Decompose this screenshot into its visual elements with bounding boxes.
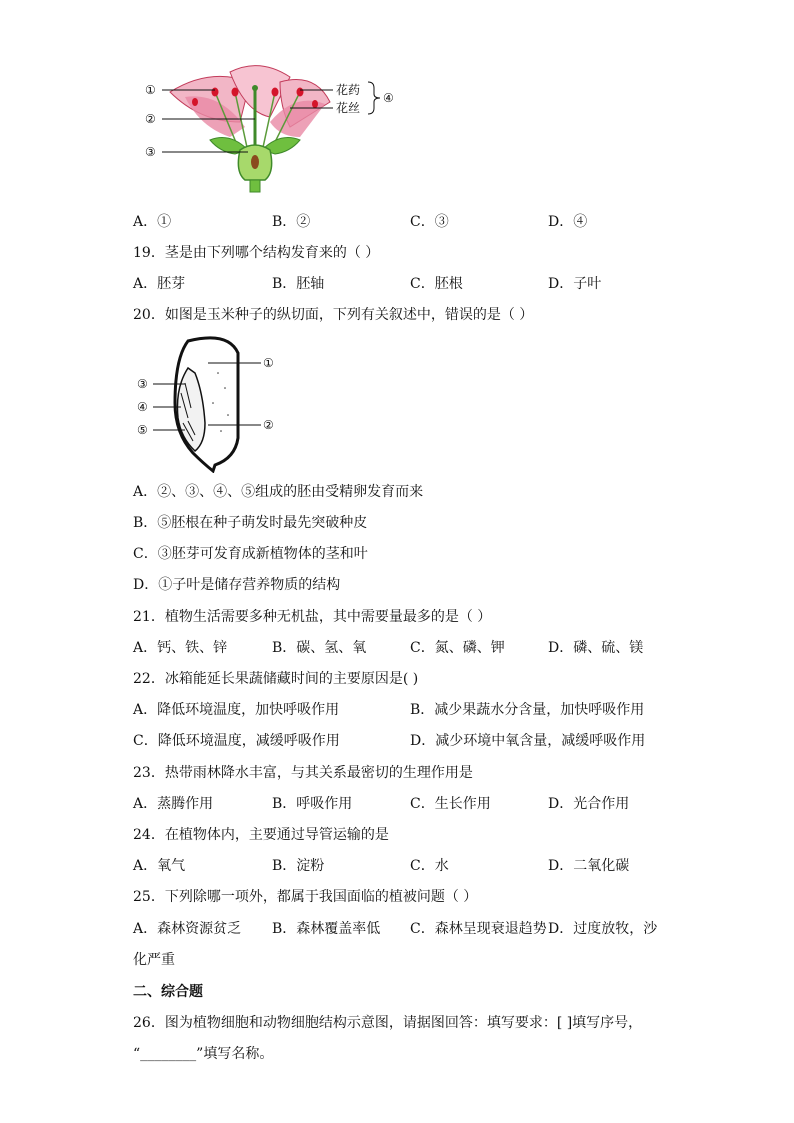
q21-option-d[interactable]: D．磷、硫、镁 [548,640,644,656]
q19-stem: 19．茎是由下列哪个结构发育来的（ ） [133,245,380,261]
q20-stem: 20．如图是玉米种子的纵切面，下列有关叙述中，错误的是（ ） [133,307,534,323]
q21-option-a[interactable]: A．钙、铁、锌 [133,640,228,656]
q18-option-b[interactable]: B．② [272,214,311,230]
q18-option-a[interactable]: A．① [133,214,172,230]
flower-diagram [140,62,400,197]
q25-option-d-continuation: 化严重 [133,952,175,968]
q26-line-1: 26．图为植物细胞和动物细胞结构示意图，请据图回答：填写要求：[ ]填写序号， [133,1015,643,1031]
q24-stem: 24．在植物体内，主要通过导管运输的是 [133,827,389,843]
q23-option-c[interactable]: C．生长作用 [410,796,491,812]
filament-label: 花丝 [336,101,361,115]
q23-stem: 23．热带雨林降水丰富，与其关系最密切的生理作用是 [133,765,473,781]
q19-option-d[interactable]: D．子叶 [548,276,602,292]
seed-label-2: ② [263,418,274,432]
q25-option-a[interactable]: A．森林资源贫乏 [133,921,242,937]
q19-option-a[interactable]: A．胚芽 [133,276,186,292]
q19-option-b[interactable]: B．胚轴 [272,276,325,292]
q22-option-d[interactable]: D．减少环境中氧含量，减缓呼吸作用 [410,733,646,749]
seed-label-3: ③ [137,377,148,391]
anther-label: 花药 [336,83,361,97]
q24-option-d[interactable]: D．二氧化碳 [548,858,630,874]
q21-option-b[interactable]: B．碳、氢、氧 [272,640,367,656]
flower-label-2: ② [145,112,156,126]
q25-option-d[interactable]: D．过度放牧，沙 [548,921,658,937]
q21-option-c[interactable]: C．氮、磷、钾 [410,640,505,656]
flower-label-3: ③ [145,145,156,159]
q18-option-c[interactable]: C．③ [410,214,449,230]
q24-option-b[interactable]: B．淀粉 [272,858,325,874]
q24-option-a[interactable]: A．氧气 [133,858,186,874]
q22-stem: 22．冰箱能延长果蔬储藏时间的主要原因是( ) [133,671,419,687]
seed-label-1: ① [263,356,274,370]
section-title: 二、综合题 [133,984,203,1000]
q22-option-c[interactable]: C．降低环境温度，减缓呼吸作用 [133,733,340,749]
q22-option-b[interactable]: B．减少果蔬水分含量，加快呼吸作用 [410,702,645,718]
q25-stem: 25．下列除哪一项外，都属于我国面临的植被问题（ ） [133,889,478,905]
q23-option-d[interactable]: D．光合作用 [548,796,630,812]
q23-option-b[interactable]: B．呼吸作用 [272,796,353,812]
seed-label-4: ④ [137,400,148,414]
q25-option-c[interactable]: C．森林呈现衰退趋势 [410,921,547,937]
q24-option-c[interactable]: C．水 [410,858,449,874]
q19-option-c[interactable]: C．胚根 [410,276,463,292]
flower-label-4: ④ [383,91,394,105]
q18-option-d[interactable]: D．④ [548,214,588,230]
q20-option-d[interactable]: D．①子叶是储存营养物质的结构 [133,577,341,593]
q25-option-b[interactable]: B．森林覆盖率低 [272,921,381,937]
seed-label-5: ⑤ [137,423,148,437]
q23-option-a[interactable]: A．蒸腾作用 [133,796,214,812]
q26-line-2: “________”填写名称。 [133,1046,274,1062]
corn-seed-diagram [133,333,283,473]
flower-label-1: ① [145,83,156,97]
q22-option-a[interactable]: A．降低环境温度，加快呼吸作用 [133,702,340,718]
q20-option-b[interactable]: B．⑤胚根在种子萌发时最先突破种皮 [133,515,368,531]
q20-option-c[interactable]: C．③胚芽可发育成新植物体的茎和叶 [133,546,368,562]
q21-stem: 21．植物生活需要多种无机盐，其中需要量最多的是（ ） [133,609,492,625]
q20-option-a[interactable]: A．②、③、④、⑤组成的胚由受精卵发育而来 [133,484,424,500]
